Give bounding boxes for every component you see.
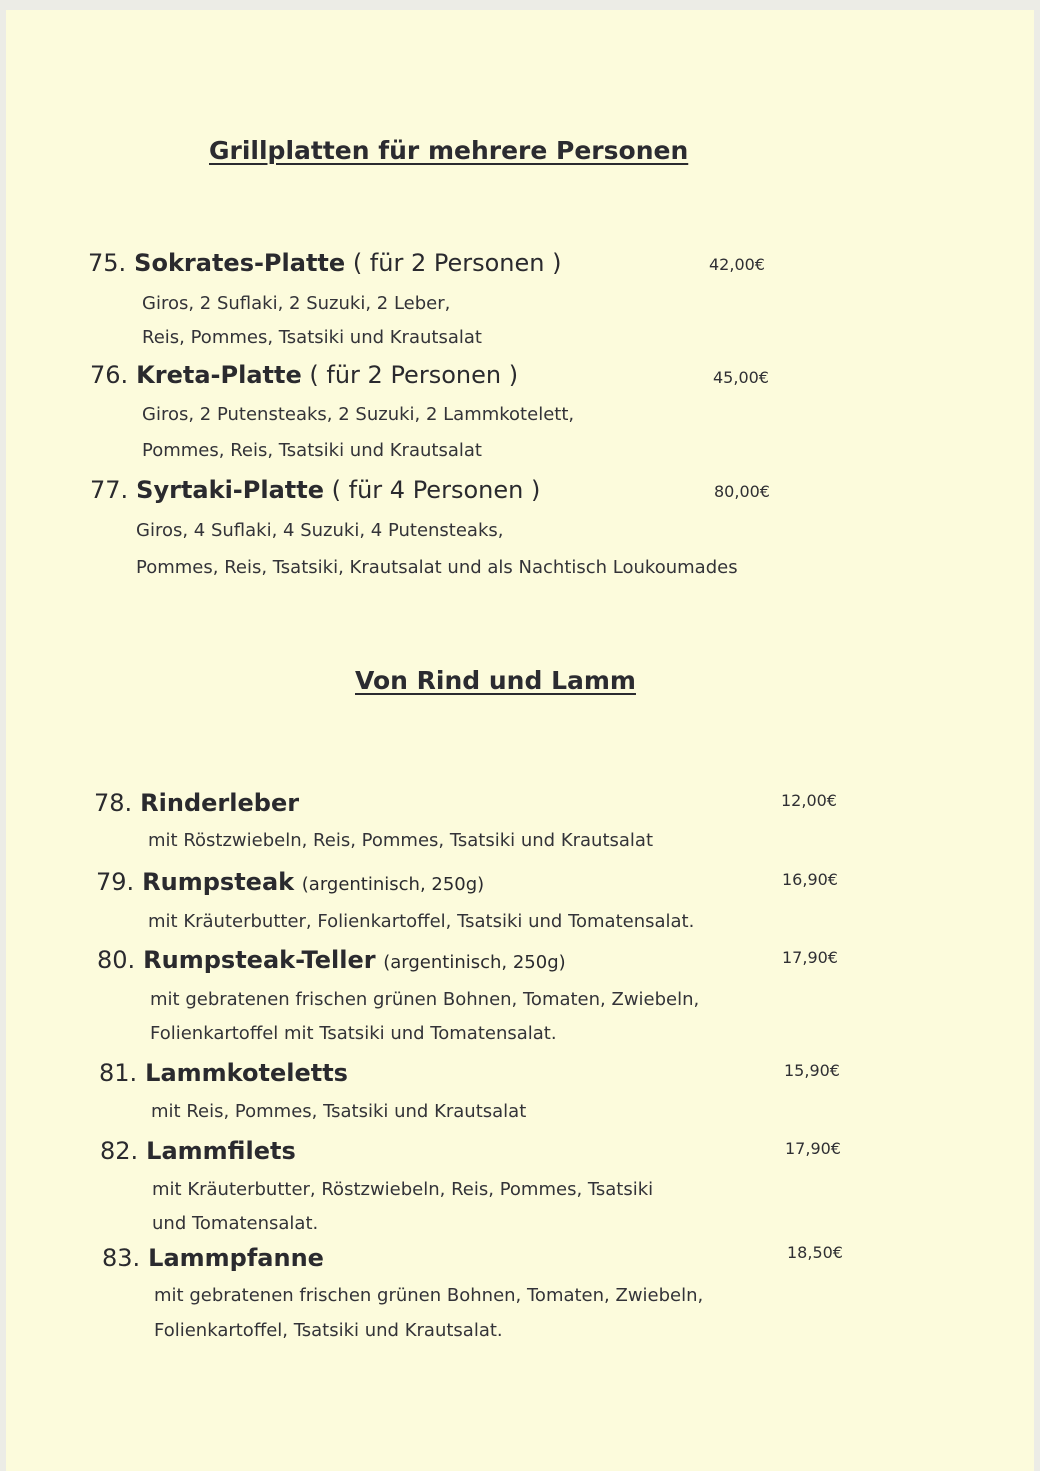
item-description: Folienkartoffel, Tsatsiki und Krautsalat. [154,1320,503,1341]
menu-item-title [90,360,518,390]
item-name: Kreta-Platte [136,361,302,389]
item-description: mit gebratenen frischen grünen Bohnen, Tomaten, Zwiebeln, [150,989,700,1010]
item-description: mit gebratenen frischen grünen Bohnen, Tomaten, Zwiebeln, [154,1285,704,1306]
item-description: Pommes, Reis, Tsatsiki und Krautsalat [142,440,482,461]
item-detail: ( für 4 Personen ) [331,476,541,504]
item-detail: ( für 2 Personen ) [352,249,562,277]
menu-item-title [94,788,299,818]
item-number: 81. [99,1059,138,1087]
item-price: 17,90€ [782,948,838,967]
item-name: Lammkoteletts [145,1059,348,1087]
item-detail: ( für 2 Personen ) [309,361,519,389]
item-name: Syrtaki-Platte [136,476,324,504]
menu-item-title [100,1136,296,1166]
item-number: 78. [94,789,133,817]
item-name: Sokrates-Platte [134,249,346,277]
menu-item-title [102,1243,324,1273]
item-price: 15,90€ [784,1061,840,1080]
item-description: mit Röstzwiebeln, Reis, Pommes, Tsatsiki und Krautsalat [148,830,654,851]
item-description: mit Reis, Pommes, Tsatsiki und Krautsalat [151,1101,527,1122]
item-description: mit Kräuterbutter, Folienkartoffel, Tsatsiki und Tomatensalat. [148,911,695,932]
item-price: 17,90€ [785,1139,841,1158]
item-price: 80,00€ [714,482,770,501]
item-name: Rinderleber [140,789,300,817]
item-number: 83. [102,1244,141,1272]
item-description: mit Kräuterbutter, Röstzwiebeln, Reis, Pommes, Tsatsiki [152,1179,654,1200]
item-number: 77. [90,476,129,504]
menu-item-title [90,475,540,505]
item-description: und Tomatensalat. [152,1213,319,1234]
item-detail: (argentinisch, 250g) [383,952,566,973]
item-description: Giros, 2 Putensteaks, 2 Suzuki, 2 Lammkotelett, [142,404,575,425]
menu-item-title [97,945,566,978]
menu-page [6,10,1034,1471]
item-number: 75. [88,249,127,277]
item-description: Folienkartoffel mit Tsatsiki und Tomatensalat. [150,1023,557,1044]
item-name: Lammpfanne [148,1244,324,1272]
item-description: Pommes, Reis, Tsatsiki, Krautsalat und als Nachtisch Loukoumades [136,557,738,578]
item-number: 80. [97,946,136,974]
item-number: 82. [100,1137,139,1165]
item-price: 18,50€ [787,1243,843,1262]
item-name: Rumpsteak-Teller [143,946,376,974]
item-description: Giros, 4 Suflaki, 4 Suzuki, 4 Putensteaks, [136,520,504,541]
item-number: 76. [90,361,129,389]
item-description: Reis, Pommes, Tsatsiki und Krautsalat [142,327,482,348]
item-price: 42,00€ [709,255,765,274]
item-name: Lammfilets [146,1137,296,1165]
item-number: 79. [96,868,135,896]
item-name: Rumpsteak [142,868,295,896]
menu-item-title [99,1058,348,1088]
item-detail: (argentinisch, 250g) [301,874,485,895]
item-price: 45,00€ [713,368,769,387]
section-heading-grillplatten: Grillplatten für mehrere Personen [209,136,689,165]
section-heading-rind-lamm: Von Rind und Lamm [355,666,636,695]
item-price: 16,90€ [782,870,838,889]
item-price: 12,00€ [781,791,837,810]
menu-item-title [96,867,484,900]
item-description: Giros, 2 Suflaki, 2 Suzuki, 2 Leber, [142,293,451,314]
menu-item-title [88,248,561,278]
